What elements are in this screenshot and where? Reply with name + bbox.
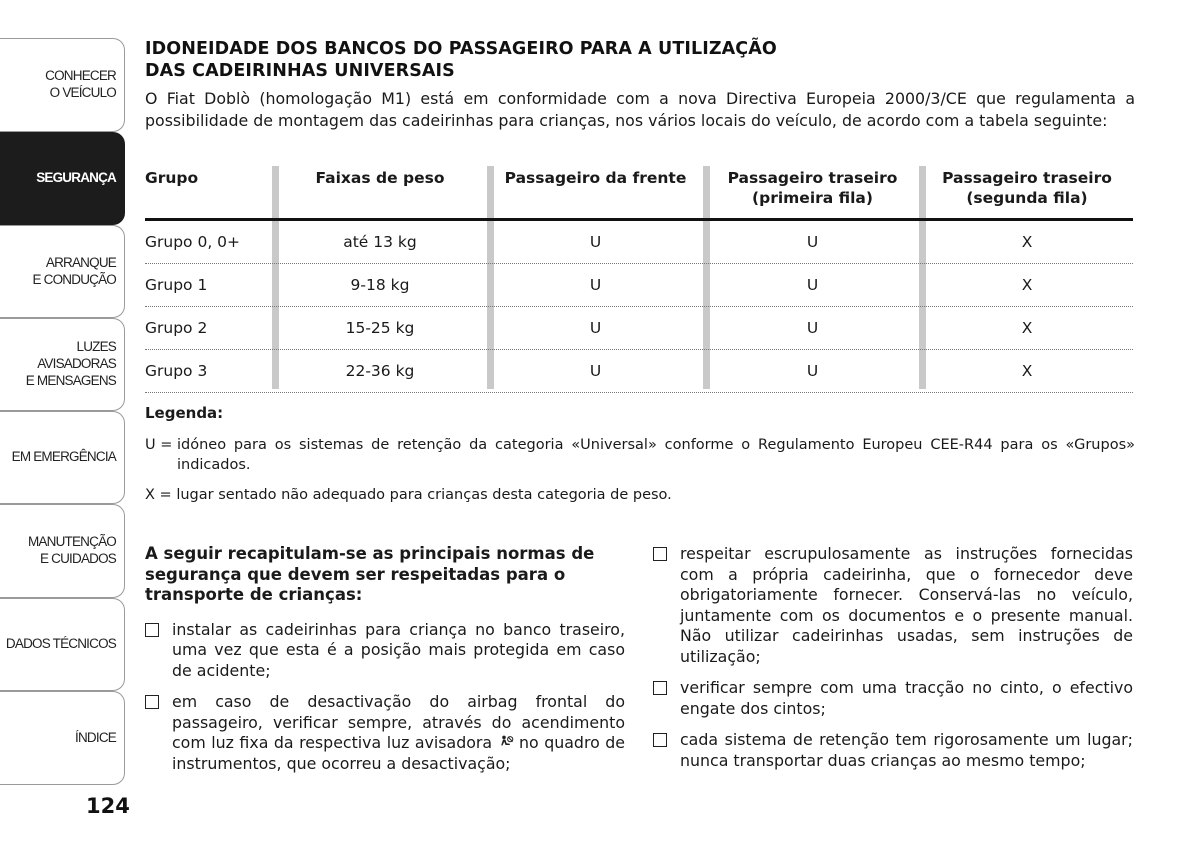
cell-peso: 15-25 kg xyxy=(345,319,415,337)
header-passageiro-traseiro-segunda: Passageiro traseiro (segunda fila) xyxy=(942,169,1112,207)
page-number: 124 xyxy=(86,794,130,818)
cell-grupo: Grupo 3 xyxy=(145,362,208,380)
table-row xyxy=(145,221,1133,264)
tab-label: DADOS TÉCNICOS xyxy=(5,636,116,652)
list-item-text: verificar sempre com uma tracção no cinto, o efectivo engate dos cintos; xyxy=(680,678,1133,718)
list-item xyxy=(145,620,625,682)
cell-peso: 9-18 kg xyxy=(350,276,410,294)
list-item xyxy=(653,544,1133,667)
header-passageiro-traseiro-primeira: Passageiro traseiro (primeira fila) xyxy=(727,169,898,207)
intro-paragraph: O Fiat Doblò (homologação M1) está em conformidade com a nova Directiva Europeia 2000/3/CE que regulamenta a possibilidade de montagem das cadeirinhas para crianças, nos vários locais do veículo, de acordo com a tabela seguinte: xyxy=(145,89,1135,130)
list-item xyxy=(145,692,625,774)
legend-item-x xyxy=(145,485,1135,505)
safety-rules-heading: A seguir recapitulam-se as principais normas de segurança que devem ser respeitadas para o transporte de crianças: xyxy=(145,544,595,604)
cell-traseiro-1: U xyxy=(806,319,819,337)
tab-label: CONHECER O VEÍCULO xyxy=(45,68,116,100)
header-grupo: Grupo xyxy=(145,169,199,187)
checkbox-bullet-icon xyxy=(145,695,159,709)
tab-manutencao-e-cuidados[interactable] xyxy=(0,504,125,598)
header-passageiro-frente: Passageiro da frente xyxy=(504,169,687,187)
cell-grupo: Grupo 2 xyxy=(145,319,208,337)
tab-label: MANUTENÇÃO E CUIDADOS xyxy=(27,534,116,566)
cell-peso: 22-36 kg xyxy=(345,362,415,380)
list-item-text: instalar as cadeirinhas para criança no banco traseiro, uma vez que esta é a posição mais protegida em caso de acidente; xyxy=(172,619,625,680)
cell-traseiro-1: U xyxy=(806,276,819,294)
safety-rules-right-column xyxy=(653,544,1133,782)
tab-label: LUZES AVISADORAS E MENSAGENS xyxy=(25,339,116,388)
table-row xyxy=(145,350,1133,393)
main-content xyxy=(145,38,1135,773)
header-faixas-de-peso: Faixas de peso xyxy=(315,169,445,187)
tab-label: SEGURANÇA xyxy=(36,170,116,186)
checkbox-bullet-icon xyxy=(653,733,667,747)
tab-label: ARRANQUE E CONDUÇÃO xyxy=(32,254,116,287)
legend-title: Legenda: xyxy=(145,404,224,422)
list-item-text: respeitar escrupulosamente as instruções fornecidas com a própria cadeirinha, que o fornecedor deve obrigatoriamente fornecer. Conservá-las no veículo, juntamente com os documentos e o presente manual. Não utilizar cadeirinhas usadas, sem instruções de utilização; xyxy=(680,544,1133,666)
legend-item-u xyxy=(145,435,1135,475)
tab-indice[interactable] xyxy=(0,691,125,785)
list-item xyxy=(653,678,1133,719)
table-header xyxy=(145,162,1133,221)
cell-traseiro-1: U xyxy=(806,233,819,251)
cell-frente: U xyxy=(589,362,602,380)
cell-traseiro-2: X xyxy=(1021,319,1033,337)
tab-arranque-e-conducao[interactable] xyxy=(0,225,125,318)
cell-traseiro-2: X xyxy=(1021,362,1033,380)
airbag-text-after: no quadro de instrumentos, que ocorreu a desactivação; xyxy=(172,733,626,773)
cell-frente: U xyxy=(589,233,602,251)
legend-key: U = xyxy=(145,437,177,453)
legend-key: X = xyxy=(145,487,177,503)
tab-label: ÍNDICE xyxy=(75,729,116,745)
safety-rules-left-column xyxy=(145,544,625,785)
checkbox-bullet-icon xyxy=(653,547,667,561)
legend-text: lugar sentado não adequado para crianças desta categoria de peso. xyxy=(176,487,672,503)
airbag-text-before: em caso de desactivação do airbag frontal do passageiro, verificar sempre, através do acendimento com luz fixa da respectiva luz avisadora xyxy=(172,692,625,752)
seat-suitability-table xyxy=(145,162,1133,393)
checkbox-bullet-icon xyxy=(145,623,159,637)
cell-peso: até 13 kg xyxy=(343,233,417,251)
tab-dados-tecnicos[interactable] xyxy=(0,598,125,691)
cell-grupo: Grupo 1 xyxy=(145,276,208,294)
tab-conhecer-o-veiculo[interactable] xyxy=(0,38,125,132)
list-item-text xyxy=(172,692,625,774)
tab-luzes-avisadoras[interactable] xyxy=(0,318,125,411)
list-item-text: cada sistema de retenção tem rigorosamente um lugar; nunca transportar duas crianças ao mesmo tempo; xyxy=(680,730,1133,770)
checkbox-bullet-icon xyxy=(653,681,667,695)
cell-frente: U xyxy=(589,319,602,337)
table-row xyxy=(145,264,1133,307)
section-title xyxy=(145,38,1135,82)
cell-traseiro-2: X xyxy=(1021,233,1033,251)
title-line-2: DAS CADEIRINHAS UNIVERSAIS xyxy=(145,61,455,81)
cell-traseiro-2: X xyxy=(1021,276,1033,294)
tab-seguranca[interactable] xyxy=(0,132,125,225)
tab-label: EM EMERGÊNCIA xyxy=(11,449,116,465)
cell-traseiro-1: U xyxy=(806,362,819,380)
airbag-off-icon xyxy=(498,735,514,749)
table-row xyxy=(145,307,1133,350)
tab-em-emergencia[interactable] xyxy=(0,411,125,504)
list-item xyxy=(653,730,1133,771)
cell-frente: U xyxy=(589,276,602,294)
cell-grupo: Grupo 0, 0+ xyxy=(145,233,241,251)
title-line-1: IDONEIDADE DOS BANCOS DO PASSAGEIRO PARA A UTILIZAÇÃO xyxy=(145,39,777,59)
table-legend xyxy=(145,404,1135,515)
legend-text: idóneo para os sistemas de retenção da categoria «Universal» conforme o Regulamento Europeu CEE-R44 para os «Grupos» indicados. xyxy=(176,437,1135,473)
